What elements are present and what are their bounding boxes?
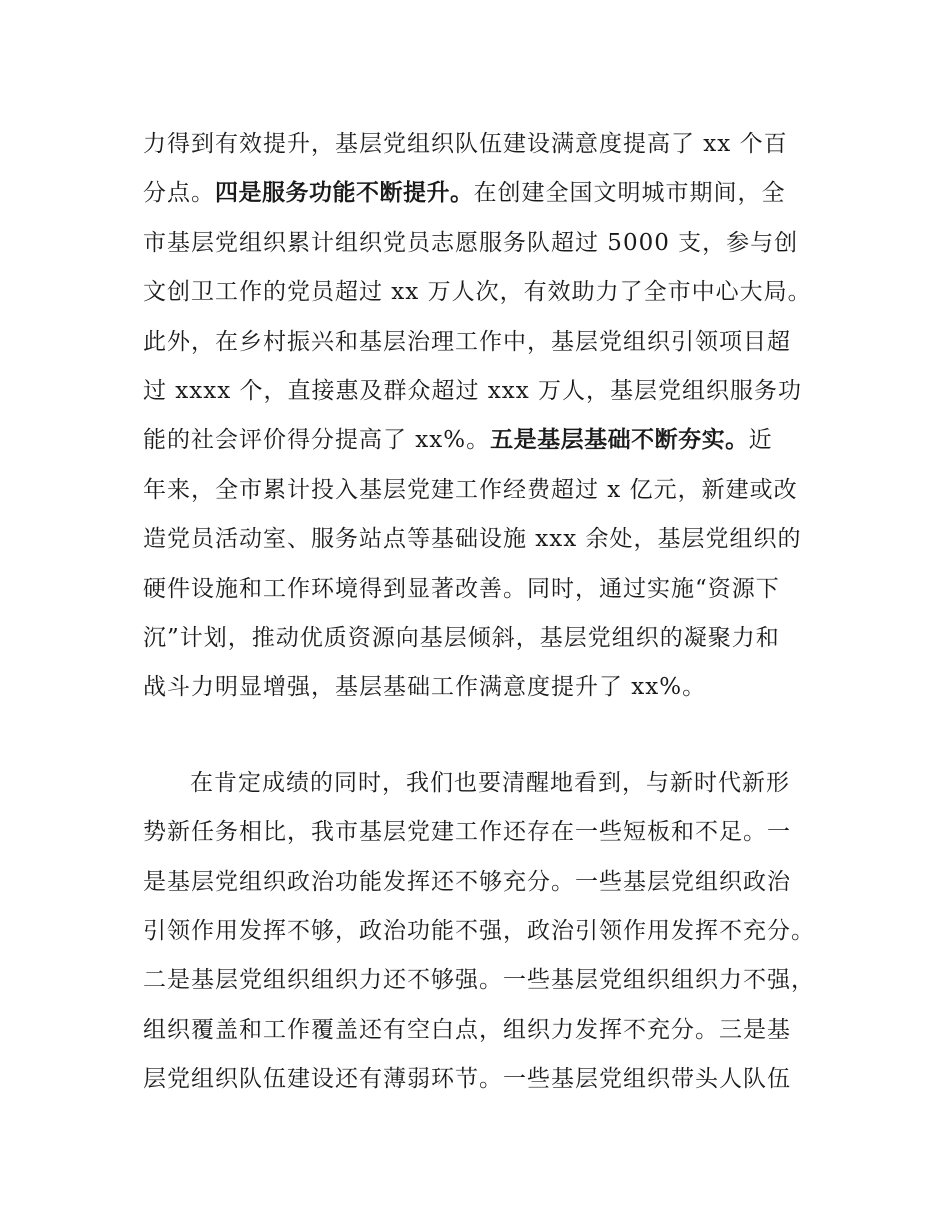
- text-line: [143, 965, 843, 995]
- body-text: 层党组织队伍建设还有薄弱环节。一些基层党组织带头人队伍: [143, 1066, 791, 1093]
- text-line: [143, 178, 843, 208]
- body-text: 文创卫工作的党员超过 xx 万人次，有效助力了全市中心大局。: [143, 279, 812, 306]
- body-text: 引领作用发挥不够，政治功能不强，政治引领作用发挥不充分。: [143, 918, 815, 944]
- text-line: [143, 1064, 843, 1094]
- body-text: 沉”计划，推动优质资源向基层倾斜，基层党组织的凝聚力和: [143, 625, 780, 651]
- text-line: [143, 817, 843, 847]
- body-text: 战斗力明显增强，基层基础工作满意度提升了 xx%。: [143, 674, 707, 701]
- text-line: [143, 623, 843, 653]
- text-line: [143, 228, 843, 258]
- text-line: [143, 129, 843, 159]
- body-text: 二是基层党组织组织力还不够强。一些基层党组织组织力不强，: [143, 967, 815, 994]
- body-text: 造党员活动室、服务站点等基础设施 xxx 余处，基层党组织的: [143, 526, 802, 553]
- text-line: [143, 376, 843, 406]
- text-line: [143, 425, 843, 455]
- text-line: [143, 574, 843, 604]
- body-text: 是基层党组织政治功能发挥还不够充分。一些基层党组织政治: [143, 868, 791, 895]
- body-text: 分点。: [143, 180, 215, 207]
- body-text: 硬件设施和工作环境得到显著改善。同时，通过实施“资源下: [143, 575, 780, 602]
- body-text: 能的社会评价得分提高了 xx%。: [143, 427, 491, 454]
- text-line: [143, 327, 843, 357]
- text-line: [143, 672, 843, 702]
- body-text: 组织覆盖和工作覆盖还有空白点，组织力发挥不充分。三是基: [143, 1016, 791, 1043]
- body-text: 过 xxxx 个，直接惠及群众超过 xxx 万人，基层党组织服务功: [143, 378, 803, 404]
- text-line: [143, 277, 843, 307]
- text-line: [143, 867, 843, 897]
- body-text: 此外，在乡村振兴和基层治理工作中，基层党组织引领项目超: [143, 328, 791, 355]
- text-line: [143, 916, 843, 946]
- text-line: [143, 475, 843, 505]
- body-text: 力得到有效提升，基层党组织队伍建设满意度提高了 xx 个百: [143, 131, 788, 157]
- body-text: 在肯定成绩的同时，我们也要清醒地看到，与新时代新形: [190, 769, 790, 796]
- body-text: 年来，全市累计投入基层党建工作经费超过 x 亿元，新建或改: [143, 476, 798, 503]
- text-line: [143, 524, 843, 554]
- body-text: 势新任务相比，我市基层党建工作还存在一些短板和不足。一: [143, 819, 791, 846]
- body-text: 近: [748, 427, 773, 454]
- bold-heading-text: 五是基层基础不断夯实。: [490, 427, 749, 454]
- body-text: 市基层党组织累计组织党员志愿服务队超过 5000 支，参与创: [143, 229, 799, 256]
- body-text: 在创建全国文明城市期间，全: [473, 180, 786, 207]
- text-line: [143, 1015, 843, 1045]
- bold-heading-text: 四是服务功能不断提升。: [215, 180, 474, 207]
- text-line: [190, 768, 890, 798]
